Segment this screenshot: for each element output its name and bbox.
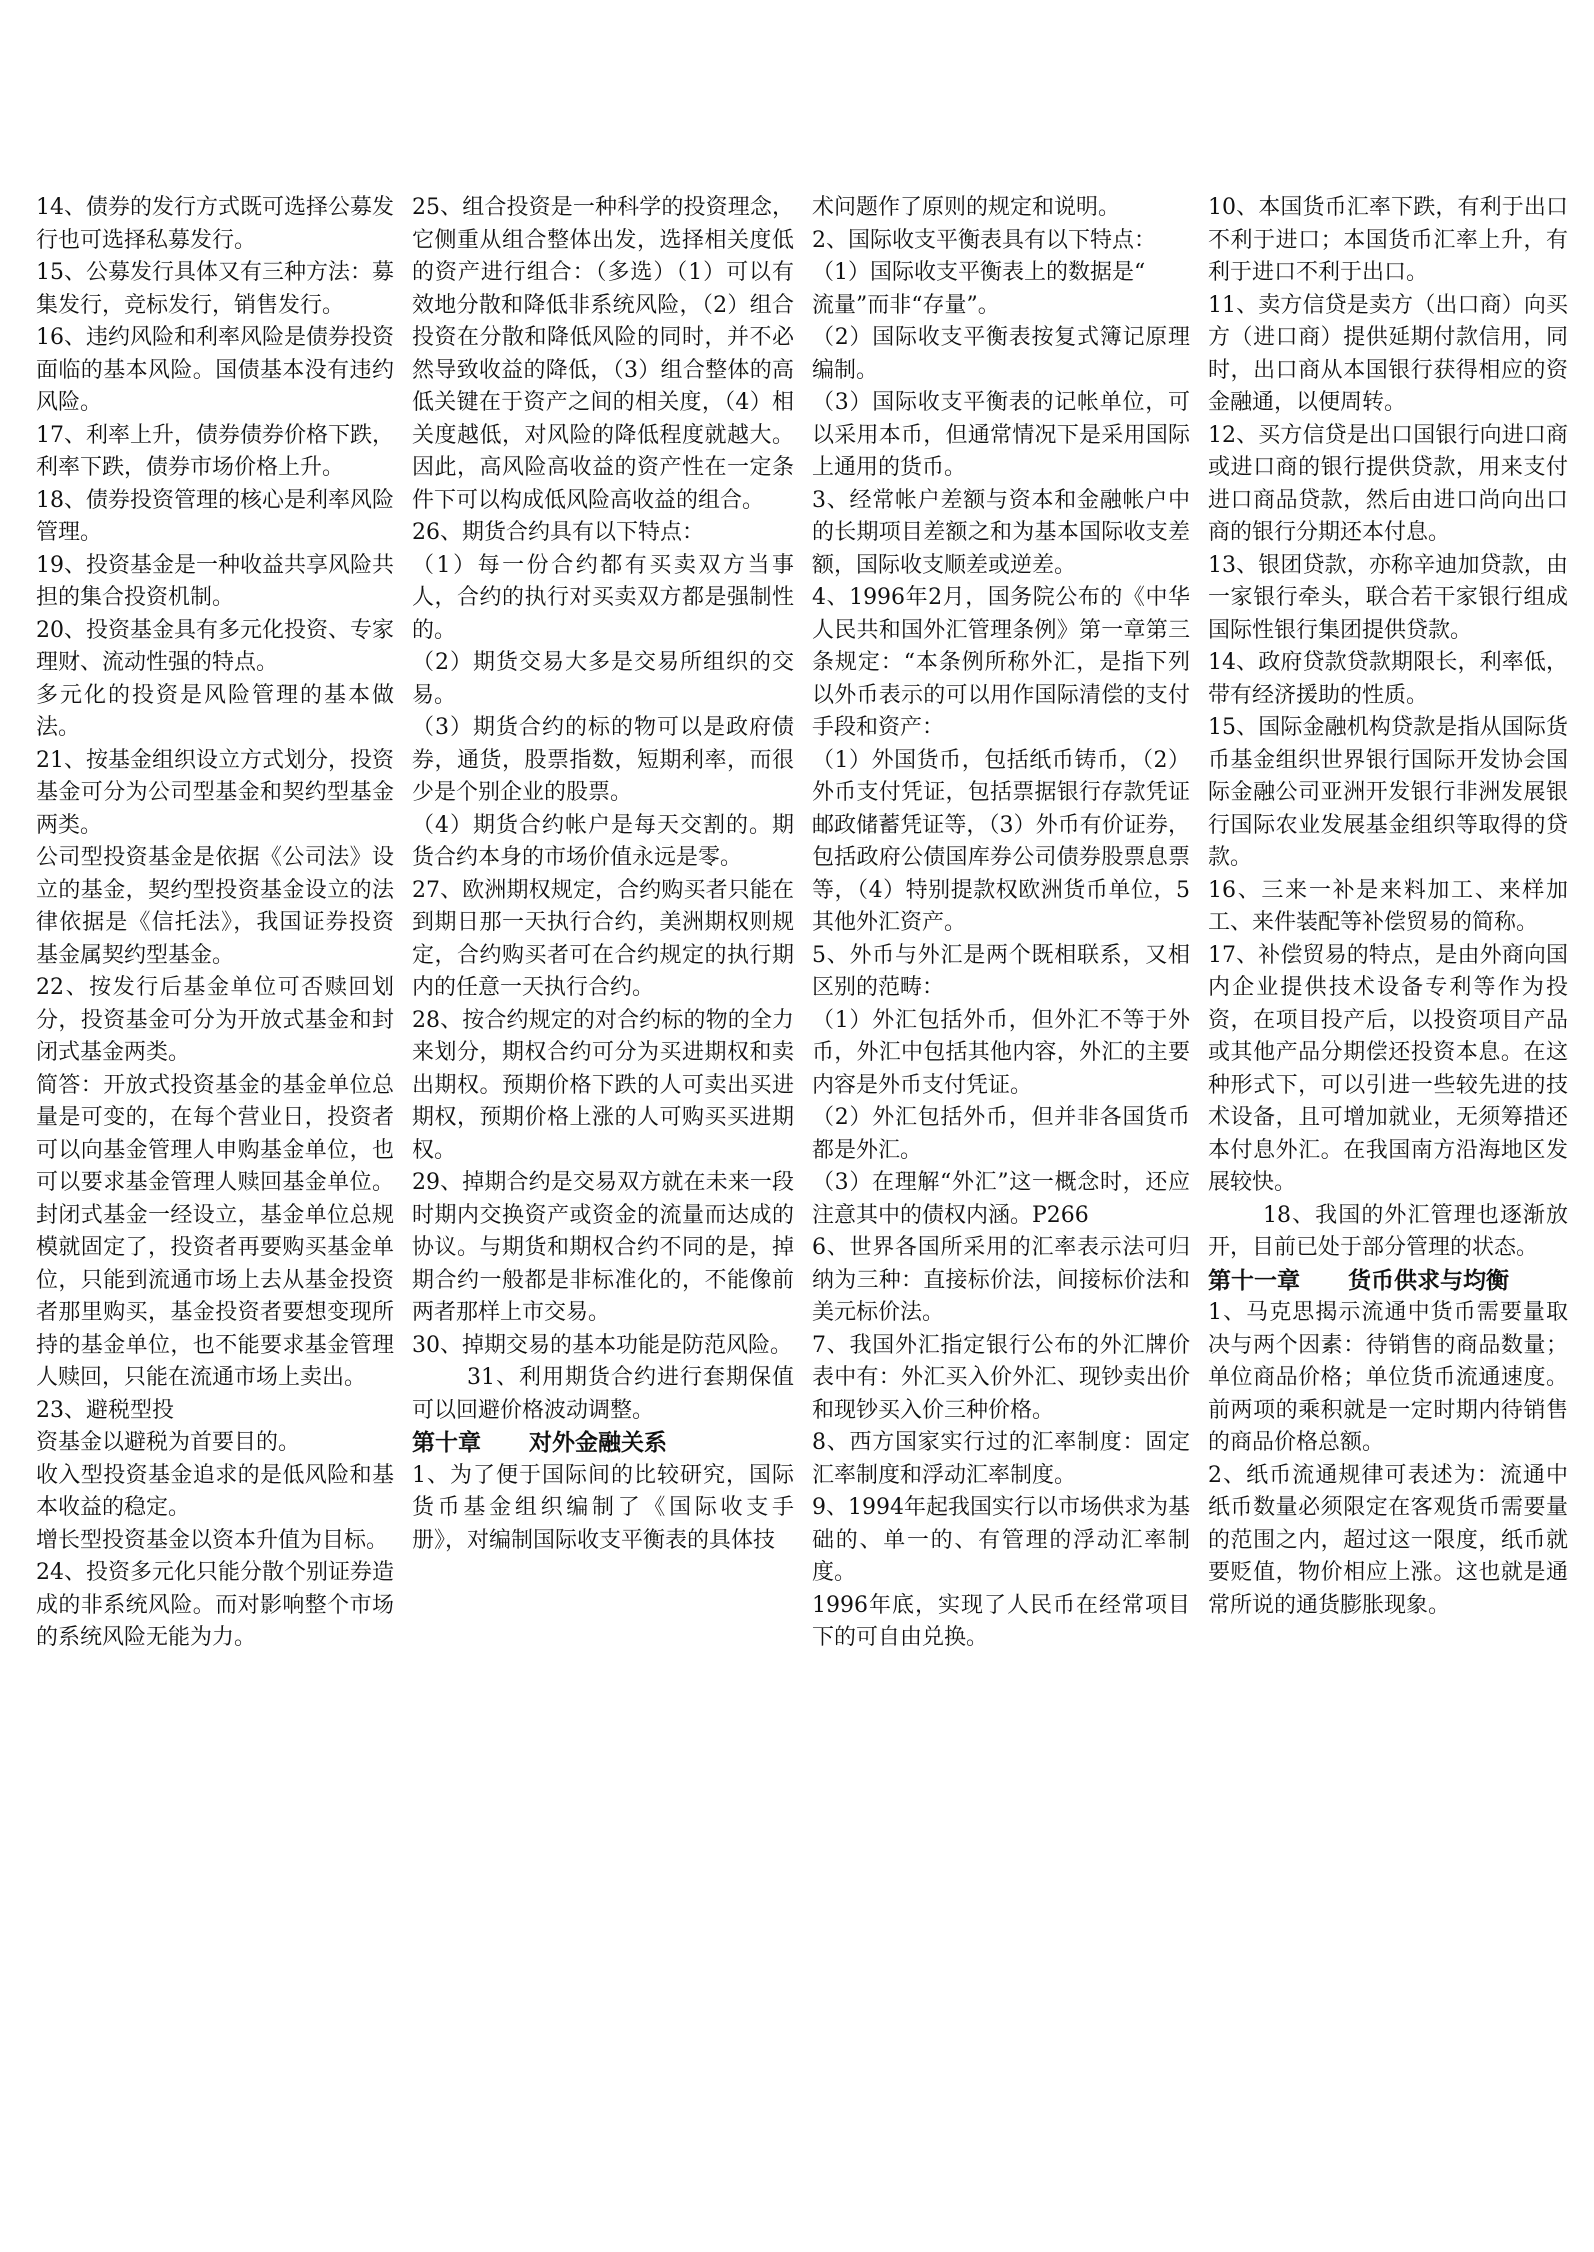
paragraph: 25、组合投资是一种科学的投资理念，它侧重从组合整体出发，选择相关度低的资产进行组合：（多选）（1）可以有效地分散和降低非系统风险，（2）组合投资在分散和降低风险的同时，并不必然导致收益的降低，（3）组合整体的高低关键在于资产之间的相关度，（4）相关度越低，对风险的降低程度就越大。因此，高风险高收益的资产性在一定条件下可以构成低风险高收益的组合。 bbox=[412, 195, 794, 513]
paragraph: 16、三来一补是来料加工、来样加工、来件装配等补偿贸易的简称。 bbox=[1208, 877, 1568, 935]
paragraph: 简答：开放式投资基金的基金单位总量是可变的，在每个营业日，投资者可以向基金管理人申购基金单位，也可以要求基金管理人赎回基金单位。封闭式基金一经设立，基金单位总规模就固定了，投资者再要购买基金单位，只能到流通市场上去从基金投资者那里购买，基金投资者要想变现所持的基金单位，也不能要求基金管理人赎回，只能在流通市场上卖出。 bbox=[36, 1072, 394, 1390]
paragraph: 13、银团贷款，亦称辛迪加贷款，由一家银行牵头，联合若干家银行组成国际性银行集团提供贷款。 bbox=[1208, 552, 1568, 643]
paragraph: 18、债券投资管理的核心是利率风险管理。 bbox=[36, 487, 394, 545]
paragraph: 1、马克思揭示流通中货币需要量取决与两个因素：待销售的商品数量；单位商品价格；单位货币流通速度。前两项的乘积就是一定时期内待销售的商品价格总额。 bbox=[1208, 1300, 1568, 1455]
paragraph: 26、期货合约具有以下特点： bbox=[412, 520, 704, 545]
paragraph: 3、经常帐户差额与资本和金融帐户中的长期项目差额之和为基本国际收支差额，国际收支顺差或逆差。 bbox=[812, 487, 1190, 578]
paragraph: 16、违约风险和利率风险是债券投资面临的基本风险。国债基本没有违约风险。 bbox=[36, 325, 394, 415]
paragraph: 29、掉期合约是交易双方就在未来一段时期内交换资产或资金的流量而达成的协议。与期货和期权合约不同的是，掉期合约一般都是非标准化的，不能像前两者那样上市交易。 bbox=[412, 1170, 794, 1325]
paragraph: 7、我国外汇指定银行公布的外汇牌价表中有：外汇买入价外汇、现钞卖出价和现钞买入价三种价格。 bbox=[812, 1332, 1190, 1423]
paragraph: 18、我国的外汇管理也逐渐放开，目前已处于部分管理的状态。 bbox=[1208, 1202, 1568, 1260]
paragraph: 30、掉期交易的基本功能是防范风险。 bbox=[412, 1332, 792, 1358]
paragraph: （2）外汇包括外币，但并非各国货币都是外汇。 bbox=[812, 1105, 1190, 1163]
paragraph: 2、纸币流通规律可表述为：流通中纸币数量必须限定在客观货币需要量的范围之内，超过这一限度，纸币就要贬值，物价相应上涨。这也就是通常所说的通货膨胀现象。 bbox=[1208, 1462, 1568, 1618]
paragraph: （1）外国货币，包括纸币铸币，（2）外币支付凭证，包括票据银行存款凭证邮政储蓄凭证等，（3）外币有价证券，包括政府公债国库券公司债券股票息票等，（4）特别提款权欧洲货币单位，5其他外汇资产。 bbox=[812, 747, 1190, 935]
paragraph: 4、1996年2月，国务院公布的《中华人民共和国外汇管理条例》第一章第三条规定：“本条例所称外汇，是指下列以外币表示的可以用作国际清偿的支付手段和资产： bbox=[812, 585, 1190, 740]
paragraph: 17、补偿贸易的特点，是由外商向国内企业提供技术设备专利等作为投资，在项目投产后，以投资项目产品或其他产品分期偿还投资本息。在这种形式下，可以引进一些较先进的技术设备，且可增加就业，无须筹措还本付息外汇。在我国南方沿海地区发展较快。 bbox=[1208, 942, 1568, 1195]
paragraph: 5、外币与外汇是两个既相联系，又相区别的范畴： bbox=[812, 942, 1190, 1000]
paragraph: （3）期货合约的标的物可以是政府债券，通货，股票指数，短期利率，而很少是个别企业的股票。 bbox=[412, 715, 794, 805]
paragraph: 8、西方国家实行过的汇率制度：固定汇率制度和浮动汇率制度。 bbox=[812, 1430, 1190, 1488]
column-3 bbox=[812, 192, 1190, 1655]
paragraph: 1、为了便于国际间的比较研究，国际货币基金组织编制了《国际收支手册》，对编制国际收支平衡表的具体技 bbox=[412, 1462, 794, 1553]
paragraph: 14、债券的发行方式既可选择公募发行也可选择私募发行。 bbox=[36, 195, 394, 253]
paragraph: 20、投资基金具有多元化投资、专家理财、流动性强的特点。 bbox=[36, 617, 394, 675]
paragraph: 资基金以避税为首要目的。 bbox=[36, 1430, 301, 1455]
column-1 bbox=[36, 192, 394, 1655]
column-4 bbox=[1208, 192, 1568, 1655]
column-2 bbox=[412, 192, 794, 1655]
paragraph: （1）国际收支平衡表上的数据是“ bbox=[812, 260, 1146, 285]
paragraph: 31、利用期货合约进行套期保值可以回避价格波动调整。 bbox=[412, 1365, 794, 1423]
paragraph: 11、卖方信贷是卖方（出口商）向买方（进口商）提供延期付款信用，同时，出口商从本国银行获得相应的资金融通，以便周转。 bbox=[1208, 292, 1568, 415]
paragraph: （1）每一份合约都有买卖双方当事人，合约的执行对买卖双方都是强制性的。 bbox=[412, 552, 794, 643]
paragraph: 17、利率上升，债券债券价格下跌，利率下跌，债券市场价格上升。 bbox=[36, 422, 394, 480]
paragraph: 15、国际金融机构贷款是指从国际货币基金组织世界银行国际开发协会国际金融公司亚洲开发银行非洲发展银行国际农业发展基金组织等取得的贷款。 bbox=[1208, 715, 1568, 870]
paragraph: 公司型投资基金是依据《公司法》设立的基金，契约型投资基金设立的法律依据是《信托法》，我国证券投资基金属契约型基金。 bbox=[36, 845, 394, 968]
paragraph: （1）外汇包括外币，但外汇不等于外币，外汇中包括其他内容，外汇的主要内容是外币支付凭证。 bbox=[812, 1007, 1190, 1098]
paragraph: 10、本国货币汇率下跌，有利于出口不利于进口；本国货币汇率上升，有利于进口不利于出口。 bbox=[1208, 195, 1568, 285]
paragraph: 22、按发行后基金单位可否赎回划分，投资基金可分为开放式基金和封闭式基金两类。 bbox=[36, 975, 394, 1065]
paragraph: 23、避税型投 bbox=[36, 1397, 174, 1423]
paragraph: 21、按基金组织设立方式划分，投资基金可分为公司型基金和契约型基金两类。 bbox=[36, 747, 394, 838]
paragraph: （3）在理解“外汇”这一概念时，还应注意其中的债权内涵。P266 bbox=[812, 1170, 1190, 1228]
paragraph: （2）期货交易大多是交易所组织的交易。 bbox=[412, 650, 794, 708]
paragraph: 6、世界各国所采用的汇率表示法可归纳为三种：直接标价法，间接标价法和美元标价法。 bbox=[812, 1235, 1190, 1325]
paragraph: （4）期货合约帐户是每天交割的。期货合约本身的市场价值永远是零。 bbox=[412, 812, 794, 870]
paragraph: 15、公募发行具体又有三种方法：募集发行，竞标发行，销售发行。 bbox=[36, 260, 394, 318]
paragraph: 收入型投资基金追求的是低风险和基本收益的稳定。 bbox=[36, 1462, 394, 1520]
paragraph: 28、按合约规定的对合约标的物的全力来划分，期权合约可分为买进期权和卖出期权。预期价格下跌的人可卖出买进期权，预期价格上涨的人可购买买进期权。 bbox=[412, 1007, 794, 1163]
paragraph: 多元化的投资是风险管理的基本做法。 bbox=[36, 682, 394, 740]
document-page bbox=[36, 192, 1566, 1655]
paragraph: 增长型投资基金以资本升值为目标。 bbox=[36, 1527, 389, 1553]
paragraph: 1996年底，实现了人民币在经常项目下的可自由兑换。 bbox=[812, 1592, 1190, 1650]
chapter-heading: 第十章 对外金融关系 bbox=[412, 1429, 668, 1456]
chapter-heading: 第十一章 货币供求与均衡 bbox=[1208, 1266, 1510, 1294]
paragraph: 9、1994年起我国实行以市场供求为基础的、单一的、有管理的浮动汇率制度。 bbox=[812, 1495, 1190, 1585]
paragraph: 12、买方信贷是出口国银行向进口商或进口商的银行提供贷款，用来支付进口商品贷款，然后由进口尚向出口商的银行分期还本付息。 bbox=[1208, 422, 1568, 545]
paragraph: （2）国际收支平衡表按复式簿记原理编制。 bbox=[812, 325, 1190, 383]
paragraph: 19、投资基金是一种收益共享风险共担的集合投资机制。 bbox=[36, 552, 394, 610]
paragraph: 14、政府贷款贷款期限长，利率低，带有经济援助的性质。 bbox=[1208, 650, 1568, 708]
paragraph: 流量”而非“存量”。 bbox=[812, 292, 1000, 318]
paragraph: （3）国际收支平衡表的记帐单位，可以采用本币，但通常情况下是采用国际上通用的货币。 bbox=[812, 390, 1190, 480]
paragraph: 27、欧洲期权规定，合约购买者只能在到期日那一天执行合约，美洲期权则规定，合约购买者可在合约规定的执行期内的任意一天执行合约。 bbox=[412, 877, 794, 1000]
paragraph: 术问题作了原则的规定和说明。 bbox=[812, 195, 1121, 220]
paragraph: 2、国际收支平衡表具有以下特点： bbox=[812, 227, 1156, 253]
paragraph: 24、投资多元化只能分散个别证券造成的非系统风险。而对影响整个市场的系统风险无能为力。 bbox=[36, 1560, 394, 1650]
